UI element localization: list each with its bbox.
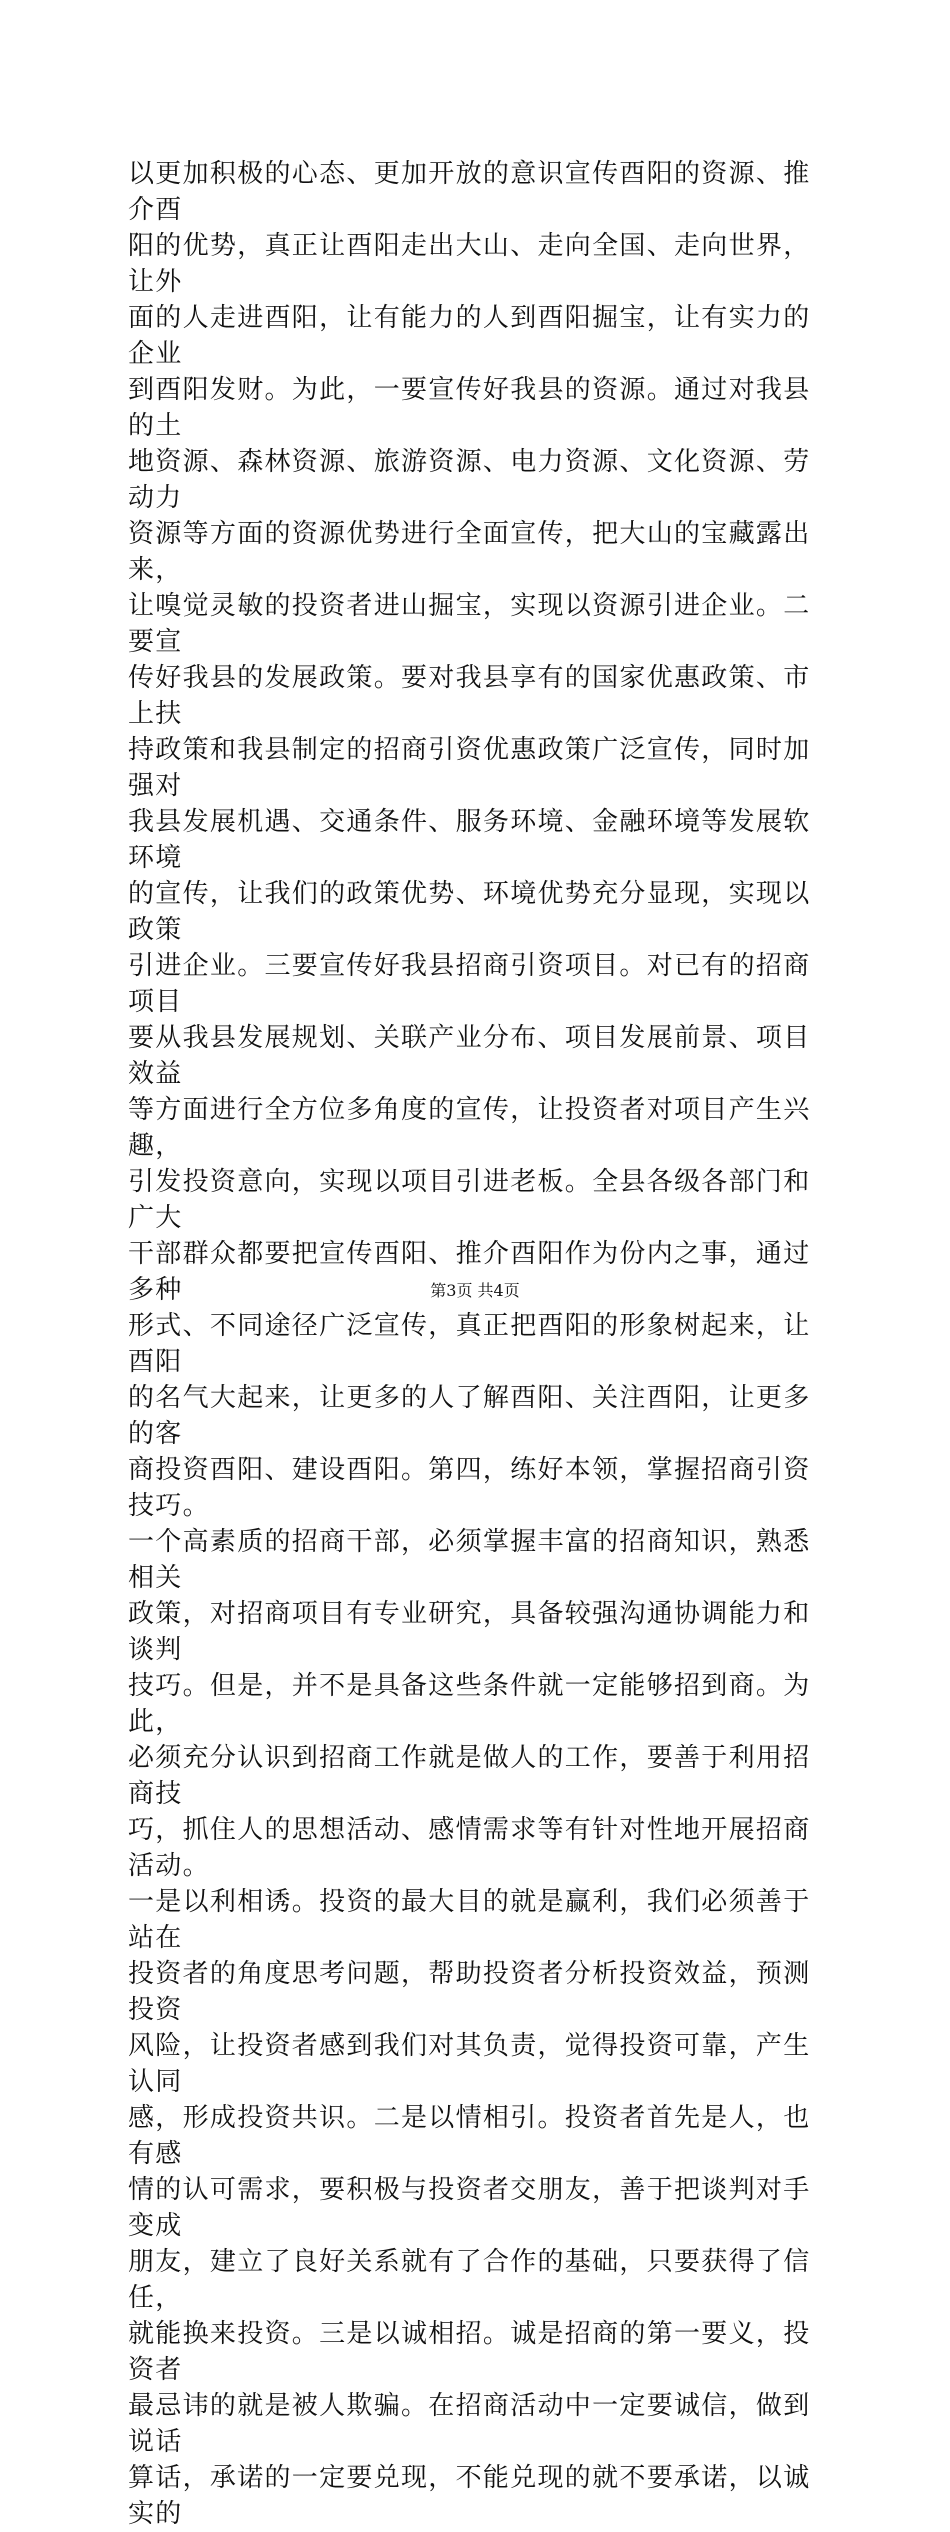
page-footer: 第3页 共4页	[430, 1281, 520, 1300]
body-text: 以更加积极的心态、更加开放的意识宣传酉阳的资源、推介酉 阳的优势，真正让酉阳走出大山、走向全国、走向世界，让外 面的人走进酉阳，让有能力的人到酉阳掘宝，让有实力的企业 到酉阳发财。为此，一要宣传好我县的资源。通过对我县的土 地资源、森林资源、旅游资源、电力资源、文化资源、劳动力 资源等方面的资源优势进行全面宣传，把大山的宝藏露出来， 让嗅觉灵敏的投资者进山掘宝，实现以资源引进企业。二要宣 传好我县的发展政策。要对我县享有的国家优惠政策、市上扶 持政策和我县制定的招商引资优惠政策广泛宣传，同时加强对 我县发展机遇、交通条件、服务环境、金融环境等发展软环境 的宣传，让我们的政策优势、环境优势充分显现，实现以政策 引进企业。三要宣传好我县招商引资项目。对已有的招商项目 要从我县发展规划、关联产业分布、项目发展前景、项目效益 等方面进行全方位多角度的宣传，让投资者对项目产生兴趣， 引发投资意向，实现以项目引进老板。全县各级各部门和广大 干部群众都要把宣传酉阳、推介酉阳作为份内之事，通过多种 形式、不同途径广泛宣传，真正把酉阳的形象树起来，让酉阳 的名气大起来，让更多的人了解酉阳、关注酉阳，让更多的客 商投资酉阳、建设酉阳。第四，练好本领，掌握招商引资技巧。 一个高素质的招商干部，必须掌握丰富的招商知识，熟悉相关 政策，对招商项目有专业研究，具备较强沟通协调能力和谈判 技巧。但是，并不是具备这些条件就一定能够招到商。为此， 必须充分认识到招商工作就是做人的工作，要善于利用招商技 巧，抓住人的思想活动、感情需求等有针对性地开展招商活动。 一是以利相诱。投资的最大目的就是赢利，我们必须善于站在 投资者的角度思考问题，帮助投资者分析投资效益，预测投资 风险，让投资者感到我们对其负责，觉得投资可靠，产生认同 感，形成投资共识。二是以情相引。投资者首先是人，也有感 情的认可需求，要积极与投资者交朋友，善于把谈判对手变成 朋友，建立了良好关系就有了合作的基础，只要获得了信任， 就能换来投资。三是以诚相招。诚是招商的第一要义，投资者 最忌讳的就是被人欺骗。在招商活动中一定要诚信，做到说话 算话，承诺的一定要兑现，不能兑现的就不要承诺，以诚实的	[128, 159, 811, 2529]
